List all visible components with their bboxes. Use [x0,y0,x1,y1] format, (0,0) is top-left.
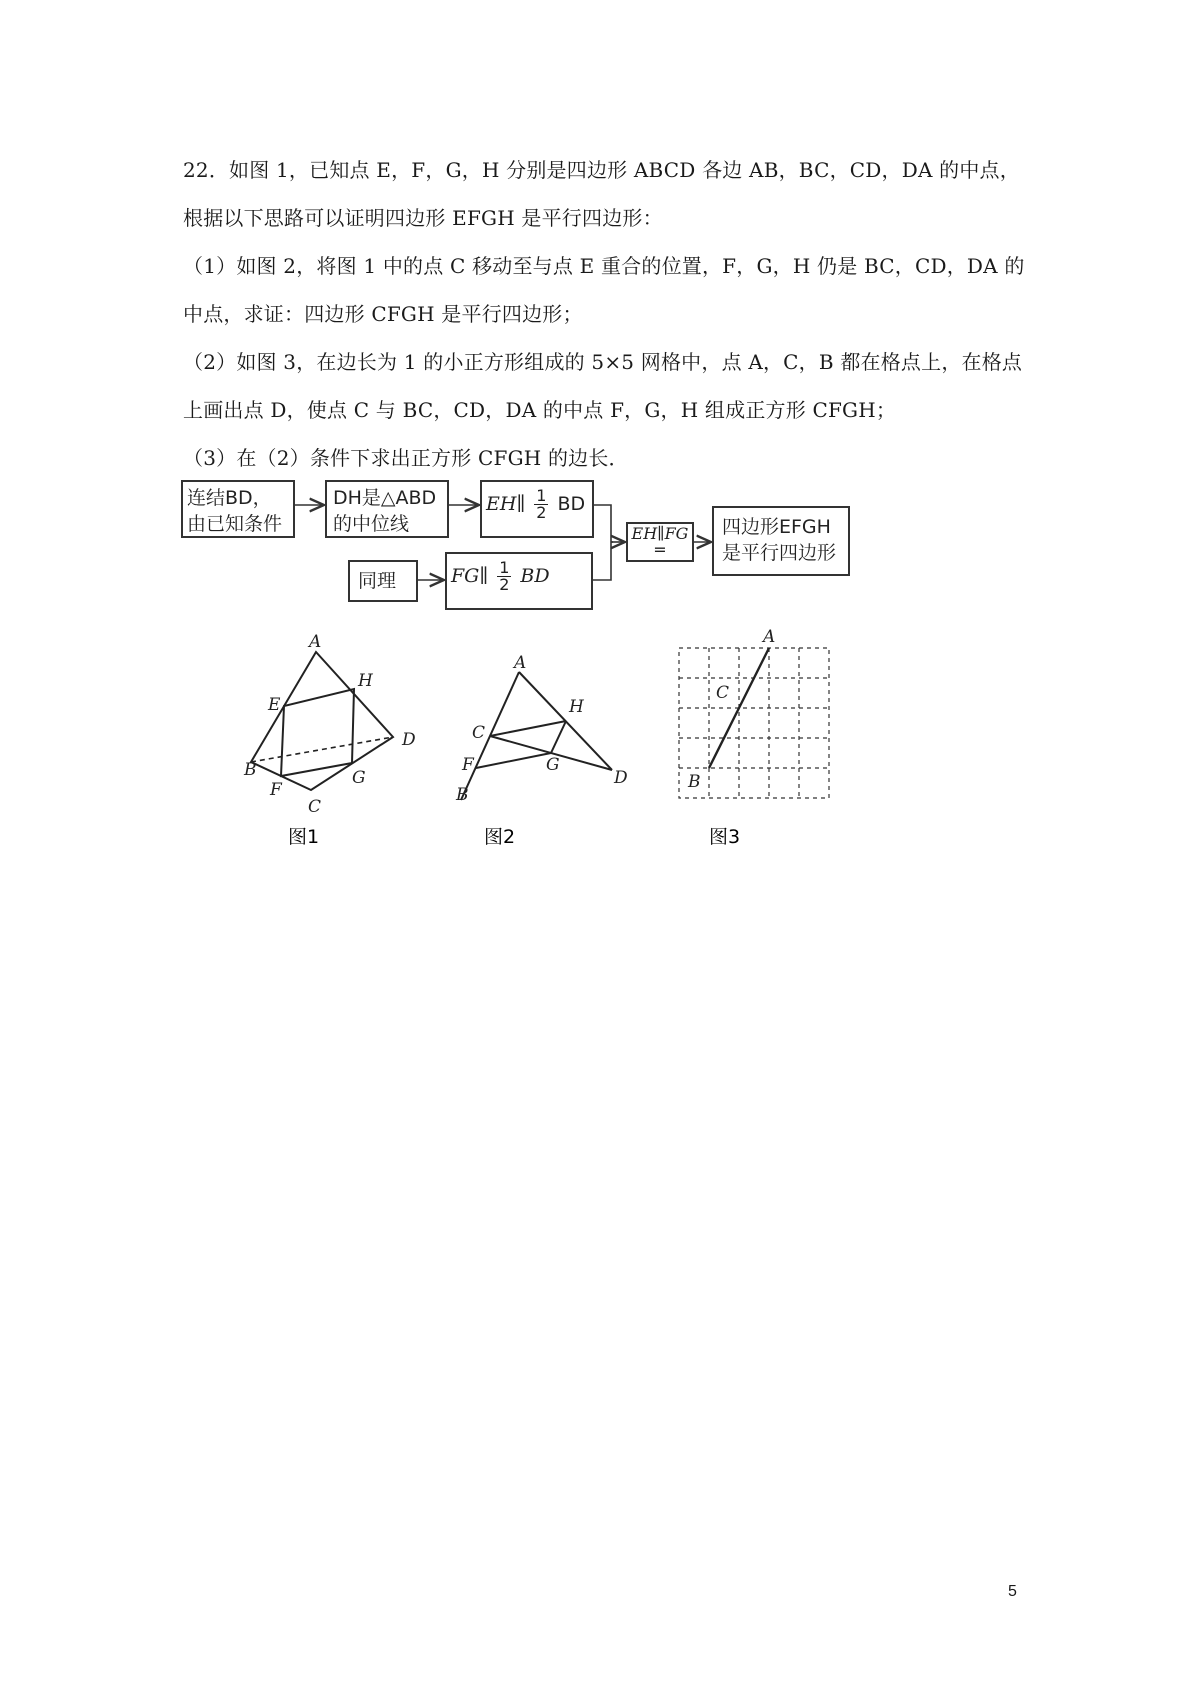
flow-math: BD [557,493,586,515]
flow-text: 的中位线 [333,513,410,535]
label-f: F [462,755,474,775]
label-f: F [270,780,282,800]
flow-text: 连结BD， [187,487,272,509]
fraction-num: 1 [499,558,510,577]
segment-fg [476,753,551,768]
problem-line: （1）如图 2，将图 1 中的点 C 移动至与点 E 重合的位置，F，G，H 仍是 BC，CD，DA 的 [183,254,1025,278]
label-g: G [352,768,366,788]
label-b: B [688,772,701,792]
problem-line: 上画出点 D，使点 C 与 BC，CD，DA 的中点 F，G，H 组成正方形 CFGH； [183,398,897,422]
figure-1-caption: 图1 [288,826,320,848]
label-b: B [244,760,257,780]
figure-2-caption: 图2 [484,826,516,848]
label-h: H [358,671,373,691]
flow-math: EH∥ [486,493,526,515]
segment-hg [551,721,566,753]
label-c: C [716,683,730,703]
segment-ch [490,721,566,736]
flow-math: FG∥ [451,565,489,587]
flow-math: EH∥FG [631,524,689,543]
flow-text: 同理 [358,570,397,592]
flow-text: 四边形EFGH [722,516,831,538]
page-number: 5 [1008,1583,1017,1600]
label-a: A [514,653,527,673]
label-d: D [402,730,416,750]
fraction-num: 1 [536,486,547,505]
label-b: B [456,785,469,805]
quad-efgh [281,689,354,776]
fraction-den: 2 [499,575,510,594]
diagonal-bd [251,737,393,762]
flow-text: 是平行四边形 [722,542,837,564]
grid-5x5 [679,648,829,798]
figure-2 [455,653,628,805]
fraction-den: 2 [536,503,547,522]
flow-math: = [653,540,667,559]
label-a: A [763,627,776,647]
label-c: C [308,797,322,817]
flow-text: 由已知条件 [187,513,283,535]
problem-line: （2）如图 3，在边长为 1 的小正方形组成的 5×5 网格中，点 A，C，B 都在格点上，在格点 [183,350,1023,374]
label-a: A [309,632,322,652]
figure-3-caption: 图3 [709,826,741,848]
label-d: D [614,768,628,788]
label-c: C [472,723,486,743]
problem-line: 根据以下思路可以证明四边形 EFGH 是平行四边形： [183,206,663,230]
figure-3 [679,627,829,798]
problem-line: 22．如图 1，已知点 E，F，G，H 分别是四边形 ABCD 各边 AB，BC，CD，DA 的中点， [183,158,1020,182]
flow-math: BD [520,565,550,587]
flow-text: DH是△ABD [333,487,437,509]
problem-line: 中点，求证：四边形 CFGH 是平行四边形； [183,302,583,326]
label-h: H [569,697,584,717]
figure-1 [243,632,416,817]
label-e: E [268,695,281,715]
label-g: G [546,755,560,775]
problem-line: （3）在（2）条件下求出正方形 CFGH 的边长． [183,446,629,470]
